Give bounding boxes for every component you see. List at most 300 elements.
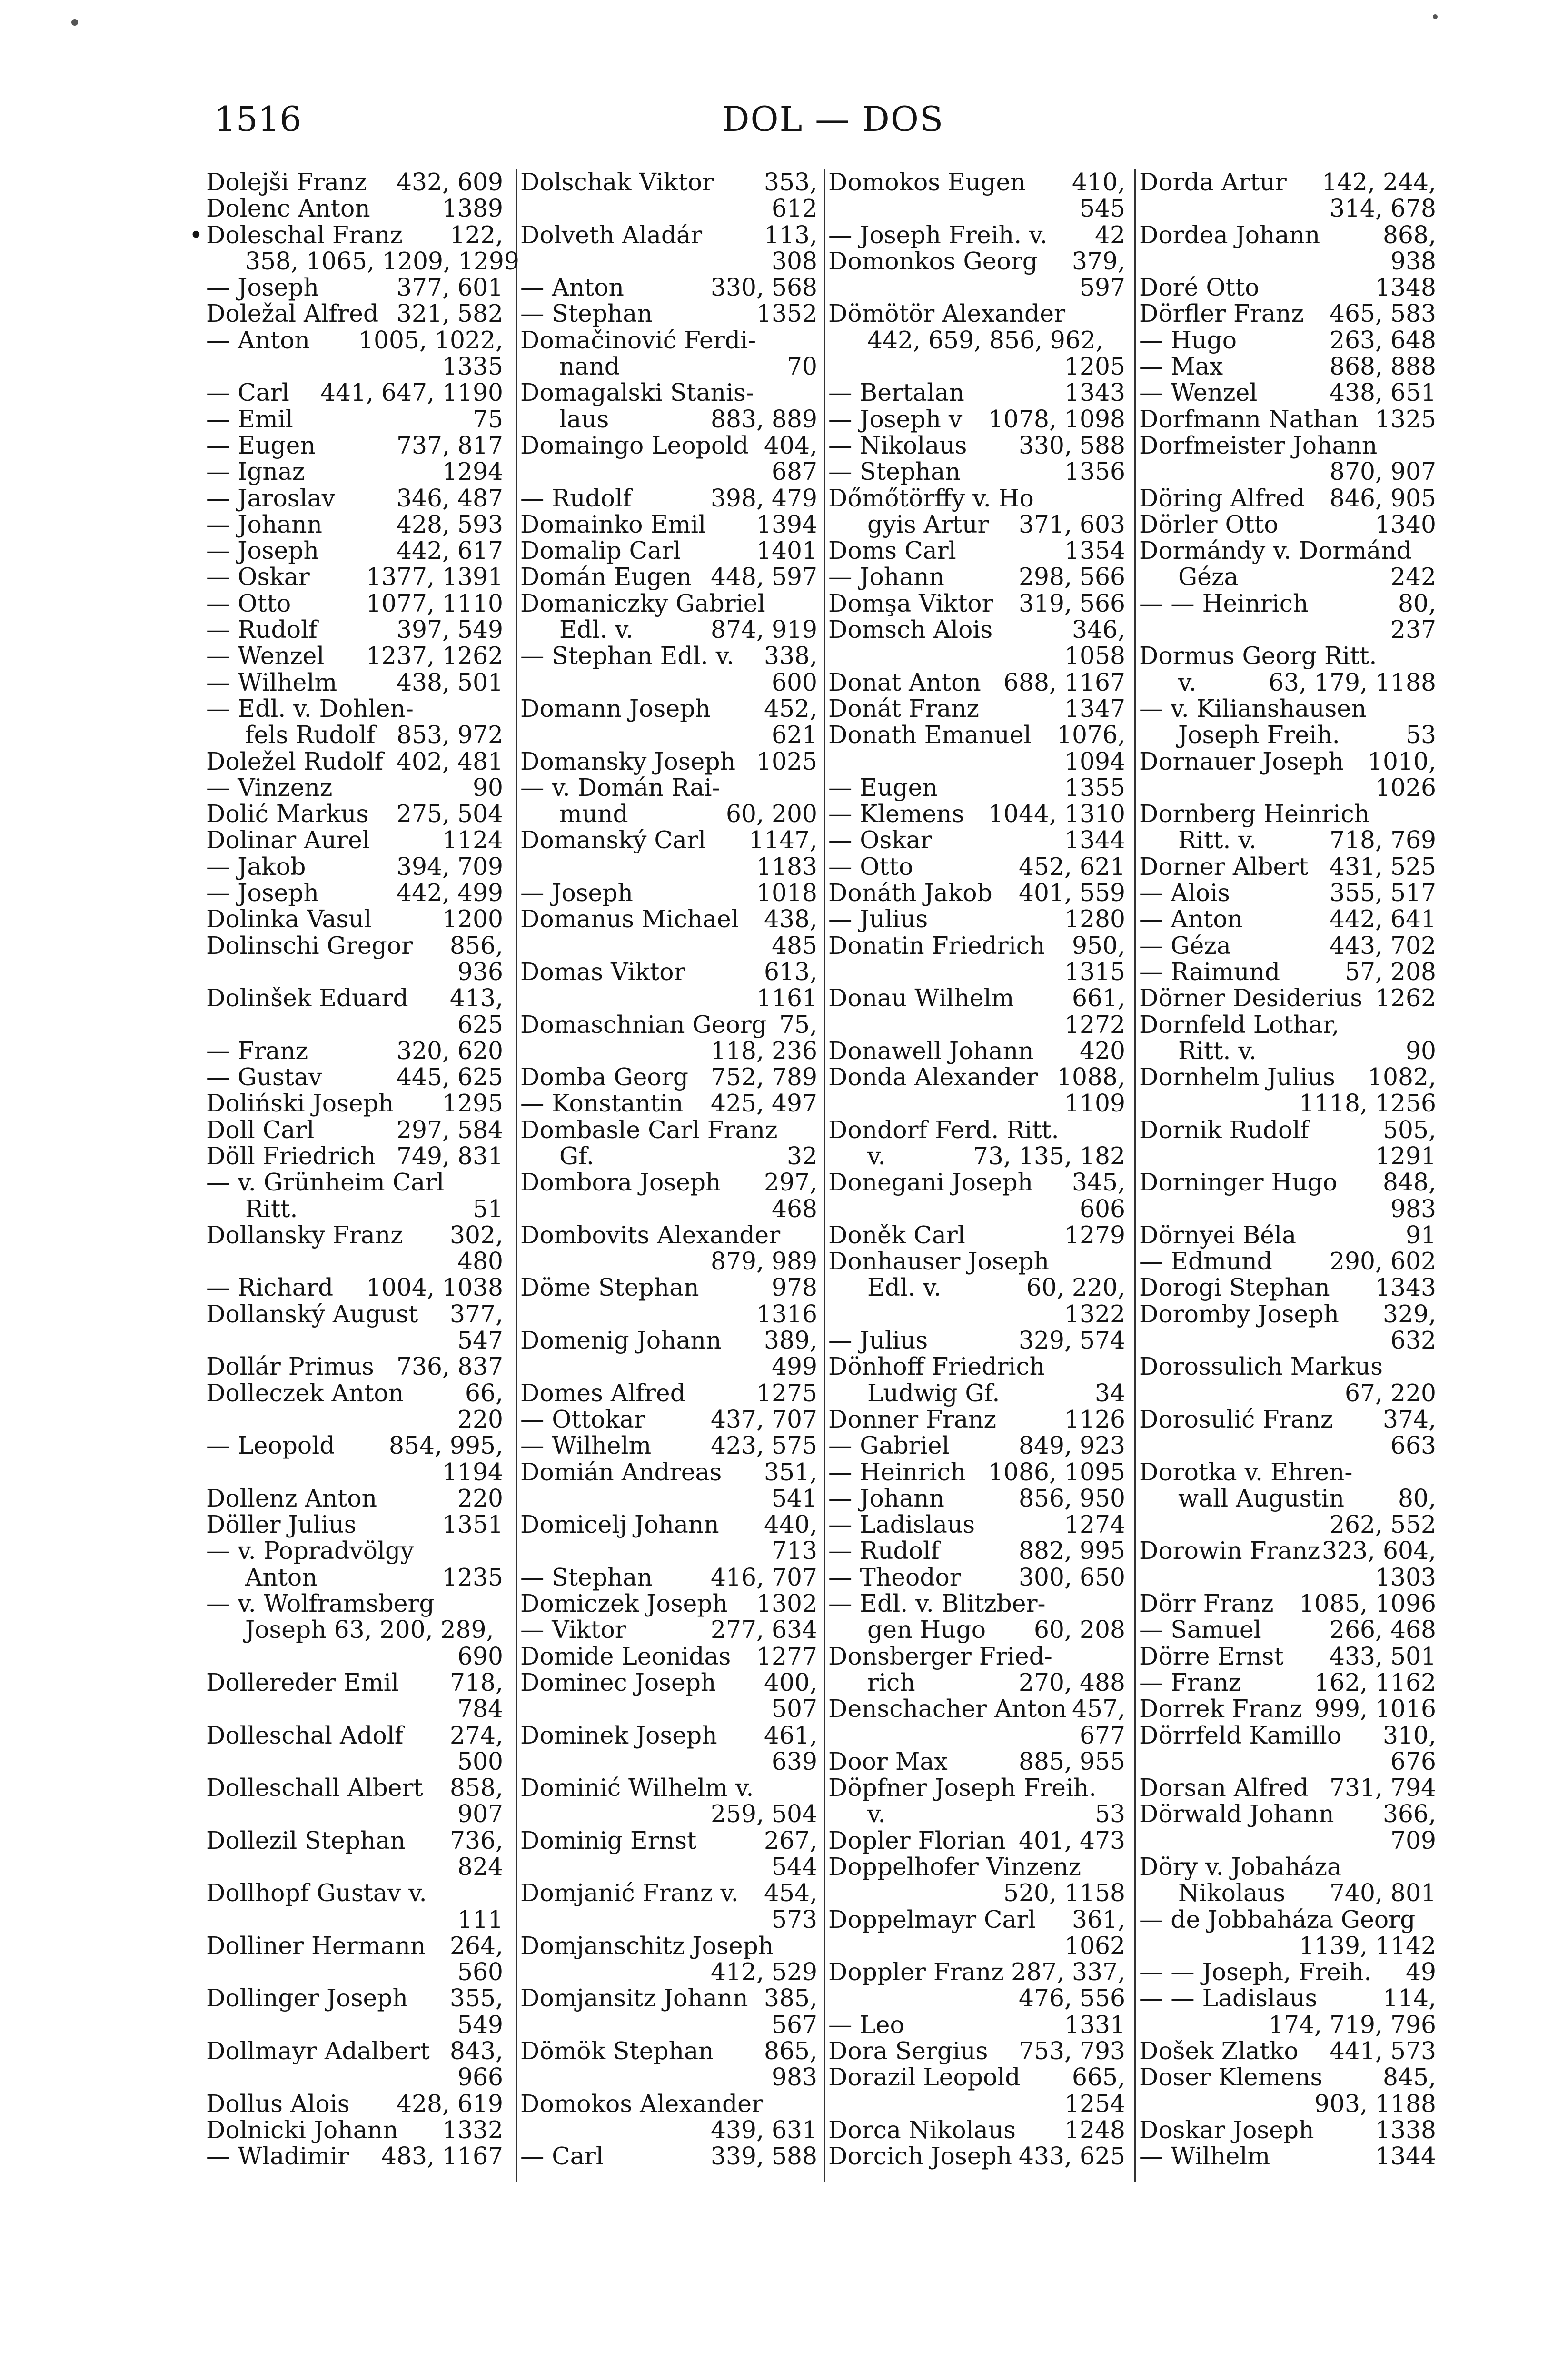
entry-name: — Johann — [828, 563, 944, 591]
index-entry — [206, 801, 506, 827]
entry-pages: 690 — [457, 1642, 503, 1670]
entry-name: mund — [559, 800, 628, 828]
index-entry — [828, 2091, 1128, 2117]
entry-pages: 442, 499 — [397, 879, 503, 907]
entry-pages: 377, — [450, 1299, 503, 1328]
index-entry — [1139, 1775, 1439, 1801]
entry-pages: 275, 504 — [397, 800, 503, 828]
entry-name: — Eugen — [206, 431, 316, 459]
index-entry — [520, 1933, 820, 1959]
index-entry — [206, 1196, 506, 1222]
index-entry — [1139, 906, 1439, 932]
entry-pages: 1076, — [1057, 721, 1125, 749]
entry-pages: 547 — [457, 1326, 503, 1355]
index-entry — [206, 1301, 506, 1327]
index-entry — [828, 1169, 1128, 1195]
entry-name: — Joseph — [206, 273, 319, 302]
entry-pages: 485 — [771, 931, 817, 960]
entry-name: Dolejši Franz — [206, 168, 367, 196]
index-entry — [828, 590, 1128, 616]
index-entry — [1139, 2117, 1439, 2143]
entry-name: — Géza — [1139, 931, 1231, 960]
index-entry — [1139, 485, 1439, 511]
entry-name: Dopler Florian — [828, 1826, 1006, 1854]
entry-name: — v. Grünheim Carl — [206, 1168, 445, 1197]
entry-pages: 300, 650 — [1019, 1563, 1125, 1591]
entry-pages: 1401 — [756, 536, 817, 565]
entry-pages: 740, 801 — [1330, 1879, 1436, 1907]
entry-pages: 753, 793 — [1019, 2037, 1125, 2065]
index-entry — [1139, 1301, 1439, 1327]
index-entry — [520, 406, 820, 432]
entry-pages: 938 — [1390, 247, 1436, 275]
index-entry — [520, 695, 820, 722]
index-entry — [206, 1485, 506, 1511]
index-entry — [1139, 2038, 1439, 2064]
entry-name: — Ottokar — [520, 1405, 645, 1433]
index-entry — [828, 485, 1128, 511]
entry-pages: 63, 179, 1188 — [1269, 668, 1436, 696]
entry-name: Dömök Stephan — [520, 2037, 714, 2065]
entry-pages: 353, — [764, 168, 817, 196]
index-entry — [206, 1775, 506, 1801]
entry-name: rich — [867, 1668, 915, 1696]
index-entry — [520, 959, 820, 985]
index-entry — [828, 1038, 1128, 1064]
entry-pages: 883, 889 — [711, 405, 817, 433]
entry-pages: 220 — [457, 1484, 503, 1512]
index-entry — [1139, 669, 1439, 695]
entry-pages: 560 — [457, 1958, 503, 1986]
entry-pages: 443, 702 — [1330, 931, 1436, 960]
index-entry — [206, 1643, 506, 1669]
entry-name: Dörler Otto — [1139, 510, 1279, 538]
entry-name: Doll Carl — [206, 1115, 315, 1144]
entry-name: Donath Emanuel — [828, 721, 1032, 749]
index-entry — [1139, 1353, 1439, 1379]
index-entry — [828, 248, 1128, 274]
entry-pages: 75 — [472, 405, 503, 433]
entry-pages: 879, 989 — [711, 1247, 817, 1276]
index-entry — [520, 827, 820, 853]
entry-name: — Joseph — [206, 536, 319, 565]
entry-name: Dornik Rudolf — [1139, 1115, 1310, 1144]
entry-name: Dollár Primus — [206, 1352, 374, 1381]
entry-pages: 420 — [1079, 1036, 1125, 1065]
index-entry — [206, 511, 506, 537]
entry-name: v. — [867, 1800, 886, 1828]
entry-pages: 505, — [1383, 1115, 1436, 1144]
index-entry — [1139, 379, 1439, 406]
entry-pages: 784 — [457, 1695, 503, 1723]
entry-name: — Vinzenz — [206, 773, 333, 802]
entry-name: — Gabriel — [828, 1431, 950, 1460]
entry-name: — Theodor — [828, 1563, 961, 1591]
index-entry — [1139, 1933, 1439, 1959]
entry-name: — Carl — [206, 378, 289, 407]
entry-name: Domanus Michael — [520, 905, 739, 933]
entry-pages: 1126 — [1064, 1405, 1125, 1433]
index-entry — [1139, 1459, 1439, 1485]
entry-pages: 480 — [457, 1247, 503, 1276]
entry-pages: 457, — [1072, 1695, 1125, 1723]
entry-pages: 60, 220, — [1026, 1273, 1125, 1302]
index-entry — [828, 379, 1128, 406]
index-entry — [520, 1696, 820, 1722]
entry-name: Dorca Nikolaus — [828, 2115, 1016, 2144]
entry-name: — Joseph Freih. v. — [828, 220, 1048, 249]
index-entry — [520, 327, 820, 353]
entry-pages: 737, 817 — [397, 431, 503, 459]
index-entry — [1139, 1880, 1439, 1906]
index-entry — [1139, 748, 1439, 774]
index-entry — [1139, 1485, 1439, 1511]
entry-name: — Otto — [828, 852, 913, 881]
index-entry — [1139, 880, 1439, 906]
index-entry — [828, 1406, 1128, 1432]
index-entry — [520, 1274, 820, 1300]
entry-pages: 885, 955 — [1019, 1747, 1125, 1775]
entry-pages: 442, 641 — [1330, 905, 1436, 933]
index-entry — [520, 274, 820, 300]
index-entry — [520, 564, 820, 590]
entry-pages: 1094 — [1064, 747, 1125, 775]
entry-pages: 882, 995 — [1019, 1537, 1125, 1565]
entry-pages: 1315 — [1064, 957, 1125, 986]
entry-pages: 440, — [764, 1510, 817, 1539]
entry-pages: 1058 — [1064, 642, 1125, 670]
index-entry — [1139, 1406, 1439, 1432]
entry-name: Donát Franz — [828, 694, 980, 723]
entry-name: — Franz — [1139, 1668, 1241, 1696]
index-column-4 — [1139, 169, 1439, 2170]
entry-name: Doromby Joseph — [1139, 1299, 1339, 1328]
entry-pages: 441, 573 — [1330, 2037, 1436, 2065]
entry-pages: 401, 559 — [1019, 879, 1125, 907]
index-entry — [1139, 195, 1439, 221]
entry-pages: 355, 517 — [1330, 879, 1436, 907]
index-entry — [520, 880, 820, 906]
index-entry — [1139, 1537, 1439, 1564]
entry-name: Dörnyei Béla — [1139, 1220, 1297, 1249]
index-entry — [206, 1117, 506, 1143]
index-entry — [828, 722, 1128, 748]
entry-name: Nikolaus — [1178, 1879, 1286, 1907]
index-entry — [1139, 2064, 1439, 2090]
entry-name: Dondorf Ferd. Ritt. — [828, 1115, 1059, 1144]
index-entry — [828, 1248, 1128, 1274]
index-entry — [520, 1301, 820, 1327]
entry-name: Domaschnian Georg — [520, 1010, 767, 1039]
index-entry — [520, 906, 820, 932]
entry-pages: 1352 — [756, 299, 817, 328]
entry-name: Domes Alfred — [520, 1378, 685, 1407]
index-entry — [206, 379, 506, 406]
entry-pages: 936 — [457, 957, 503, 986]
index-entry — [1139, 801, 1439, 827]
entry-name: Dordea Johann — [1139, 220, 1320, 249]
index-entry — [828, 432, 1128, 458]
entry-name: Dollenz Anton — [206, 1484, 377, 1512]
entry-pages: 346, — [1072, 615, 1125, 644]
entry-pages: 1344 — [1064, 826, 1125, 854]
entry-pages: 1200 — [442, 905, 503, 933]
entry-name: Dolić Markus — [206, 800, 369, 828]
entry-name: Domaniczky Gabriel — [520, 589, 765, 617]
entry-name: Doré Otto — [1139, 273, 1260, 302]
entry-name: — Franz — [206, 1036, 308, 1065]
index-entry — [206, 1537, 506, 1564]
index-entry — [1139, 2091, 1439, 2117]
entry-name: Dormándy v. Dormánd — [1139, 536, 1412, 565]
entry-name: — Alois — [1139, 879, 1230, 907]
index-entry — [520, 1064, 820, 1090]
entry-pages: 468 — [771, 1194, 817, 1223]
entry-pages: 1277 — [756, 1642, 817, 1670]
entry-name: Donat Anton — [828, 668, 981, 696]
index-entry — [206, 1380, 506, 1406]
entry-name: Dörre Ernst — [1139, 1642, 1284, 1670]
column-rule — [1134, 169, 1136, 2182]
index-entry — [520, 2038, 820, 2064]
entry-name: — Eugen — [828, 773, 938, 802]
index-entry — [520, 1643, 820, 1669]
entry-name: — — Joseph, Freih. — [1139, 1958, 1372, 1986]
entry-name: Dorazil Leopold — [828, 2063, 1021, 2092]
entry-pages: 400, — [764, 1668, 817, 1696]
index-entry — [520, 1012, 820, 1038]
index-entry — [828, 169, 1128, 195]
entry-name: Dominić Wilhelm v. — [520, 1774, 754, 1802]
index-entry — [828, 1775, 1128, 1801]
entry-name: Dolleczek Anton — [206, 1378, 404, 1407]
index-column-2 — [520, 169, 820, 2170]
entry-pages: 90 — [472, 773, 503, 802]
index-entry — [1139, 353, 1439, 379]
index-entry — [520, 774, 820, 801]
entry-name: Dolleschall Albert — [206, 1774, 423, 1802]
entry-pages: 1147, — [749, 826, 817, 854]
index-entry — [1139, 169, 1439, 195]
entry-name: Dorotka v. Ehren- — [1139, 1458, 1353, 1486]
entry-name: Dorowin Franz — [1139, 1537, 1320, 1565]
index-entry — [828, 2038, 1128, 2064]
entry-name: Döpfner Joseph Freih. — [828, 1774, 1097, 1802]
entry-pages: 846, 905 — [1330, 484, 1436, 512]
entry-name: — Stephan — [828, 457, 961, 486]
entry-pages: 848, — [1383, 1168, 1436, 1197]
entry-name: Dorfmann Nathan — [1139, 405, 1359, 433]
index-entry — [1139, 458, 1439, 485]
index-entry — [1139, 959, 1439, 985]
entry-name: Döme Stephan — [520, 1273, 699, 1302]
entry-pages: 1340 — [1375, 510, 1436, 538]
entry-pages: 1331 — [1064, 2010, 1125, 2039]
entry-pages: 73, 135, 182 — [973, 1141, 1125, 1170]
entry-name: — Oskar — [828, 826, 932, 854]
entry-pages: 1344 — [1375, 2142, 1436, 2171]
entry-pages: 903, 1188 — [1314, 2089, 1436, 2118]
entry-pages: 950, — [1072, 931, 1125, 960]
entry-pages: 718, — [450, 1668, 503, 1696]
entry-name: wall Augustin — [1178, 1484, 1345, 1512]
index-entry — [520, 169, 820, 195]
entry-name: — Wenzel — [206, 642, 325, 670]
index-entry — [520, 1906, 820, 1933]
index-entry — [828, 853, 1128, 880]
entry-bullet: • — [189, 220, 203, 249]
entry-name: — Konstantin — [520, 1089, 684, 1118]
index-entry — [1139, 406, 1439, 432]
entry-name: fels Rudolf — [245, 721, 376, 749]
entry-name: Ritt. — [245, 1194, 298, 1223]
entry-pages: 1343 — [1375, 1273, 1436, 1302]
index-entry — [520, 458, 820, 485]
index-entry — [828, 1959, 1128, 1985]
index-entry — [828, 1117, 1128, 1143]
entry-name: Dorossulich Markus — [1139, 1352, 1383, 1381]
entry-name: Domba Georg — [520, 1063, 688, 1091]
index-entry — [1139, 300, 1439, 327]
index-entry — [520, 1222, 820, 1248]
entry-pages: 1248 — [1064, 2115, 1125, 2144]
entry-pages: 1183 — [756, 852, 817, 881]
entry-name: — — Ladislaus — [1139, 1984, 1318, 2013]
entry-name: — Wenzel — [1139, 378, 1258, 407]
entry-pages: 338, — [764, 642, 817, 670]
index-entry — [828, 1985, 1128, 2011]
entry-pages: 377, 601 — [397, 273, 503, 302]
entry-pages: 1026 — [1375, 773, 1436, 802]
entry-name: Dolenc Anton — [206, 194, 370, 223]
entry-pages: 507 — [771, 1695, 817, 1723]
entry-name: — Viktor — [520, 1616, 626, 1644]
index-entry — [828, 1827, 1128, 1854]
entry-pages: 983 — [1390, 1194, 1436, 1223]
entry-pages: 853, 972 — [397, 721, 503, 749]
entry-name: — Carl — [520, 2142, 604, 2171]
entry-pages: 483, 1167 — [381, 2142, 503, 2171]
entry-pages: 394, 709 — [397, 852, 503, 881]
index-entry — [520, 932, 820, 959]
index-entry — [206, 722, 506, 748]
entry-pages: 404, — [764, 431, 817, 459]
entry-name: Ludwig Gf. — [867, 1378, 1000, 1407]
entry-pages: 379, — [1072, 247, 1125, 275]
entry-pages: 749, 831 — [397, 1141, 503, 1170]
entry-pages: 1377, 1391 — [366, 563, 503, 591]
entry-pages: 287, 337, — [1011, 1958, 1125, 1986]
index-entry — [828, 274, 1128, 300]
entry-pages: 323, 604, — [1322, 1537, 1436, 1565]
entry-pages: 329, — [1383, 1299, 1436, 1328]
entry-name: Döller Julius — [206, 1510, 357, 1539]
entry-name: Dornfeld Lothar, — [1139, 1010, 1340, 1039]
entry-name: Domjanschitz Joseph — [520, 1931, 774, 1960]
entry-pages: 366, — [1383, 1800, 1436, 1828]
index-entry — [520, 1432, 820, 1458]
index-entry — [1139, 1196, 1439, 1222]
entry-pages: 731, 794 — [1330, 1774, 1436, 1802]
entry-pages: 51 — [472, 1194, 503, 1223]
entry-pages: 661, — [1072, 984, 1125, 1012]
entry-pages: 1109 — [1064, 1089, 1125, 1118]
index-entry — [206, 1143, 506, 1169]
entry-pages: 114, — [1383, 1984, 1436, 2013]
entry-pages: 49 — [1405, 1958, 1436, 1986]
index-entry — [206, 2064, 506, 2090]
entry-pages: 709 — [1390, 1826, 1436, 1854]
index-entry — [520, 1353, 820, 1379]
entry-pages: 549 — [457, 2010, 503, 2039]
entry-name: — Joseph v — [828, 405, 963, 433]
entry-pages: 433, 501 — [1330, 1642, 1436, 1670]
index-entry — [828, 1090, 1128, 1116]
entry-pages: 60, 200 — [726, 800, 817, 828]
entry-pages: 544 — [771, 1853, 817, 1881]
entry-pages: 320, 620 — [397, 1036, 503, 1065]
entry-name: — Leopold — [206, 1431, 335, 1460]
entry-pages: 687 — [771, 457, 817, 486]
entry-pages: 438, 651 — [1330, 378, 1436, 407]
index-entry — [206, 353, 506, 379]
entry-name: Dolveth Aladár — [520, 220, 703, 249]
index-entry — [206, 827, 506, 853]
entry-name: — Wilhelm — [206, 668, 337, 696]
entry-name: — Edl. v. Blitzber- — [828, 1589, 1046, 1618]
entry-name: Dombasle Carl Franz — [520, 1115, 778, 1144]
entry-name: Doleschal Franz — [206, 220, 403, 249]
entry-name: Dollereder Emil — [206, 1668, 399, 1696]
entry-pages: 437, 707 — [711, 1405, 817, 1433]
entry-name: Doskar Joseph — [1139, 2115, 1314, 2144]
entry-pages: 438, — [764, 905, 817, 933]
index-entry — [828, 827, 1128, 853]
entry-pages: 174, 719, 796 — [1269, 2010, 1436, 2039]
entry-name: Dornhelm Julius — [1139, 1063, 1335, 1091]
index-entry — [520, 1380, 820, 1406]
entry-name: Dornauer Joseph — [1139, 747, 1344, 775]
entry-name: — Jaroslav — [206, 484, 336, 512]
index-entry — [1139, 1380, 1439, 1406]
index-entry — [520, 195, 820, 221]
index-entry — [828, 1880, 1128, 1906]
entry-name: — Jakob — [206, 852, 306, 881]
entry-name: Donsberger Fried- — [828, 1642, 1052, 1670]
entry-pages: 32 — [786, 1141, 817, 1170]
index-entry — [828, 1801, 1128, 1827]
index-entry — [206, 1012, 506, 1038]
entry-pages: 1294 — [442, 457, 503, 486]
entry-pages: 665, — [1072, 2063, 1125, 2092]
entry-name: Edl. v. — [867, 1273, 942, 1302]
entry-pages: 410, — [1072, 168, 1125, 196]
index-entry — [520, 1196, 820, 1222]
entry-pages: 122, — [450, 220, 503, 249]
entry-name: Dörwald Johann — [1139, 1800, 1334, 1828]
index-entry — [206, 406, 506, 432]
index-entry — [520, 1669, 820, 1696]
entry-pages: 433, 625 — [1019, 2142, 1125, 2171]
index-entry — [1139, 1669, 1439, 1696]
entry-pages: 53 — [1405, 721, 1436, 749]
entry-pages: 736, 837 — [397, 1352, 503, 1381]
index-entry — [828, 1485, 1128, 1511]
index-entry — [206, 985, 506, 1011]
entry-pages: 1275 — [756, 1378, 817, 1407]
entry-pages: 1322 — [1064, 1299, 1125, 1328]
entry-pages: 355, — [450, 1984, 503, 2013]
